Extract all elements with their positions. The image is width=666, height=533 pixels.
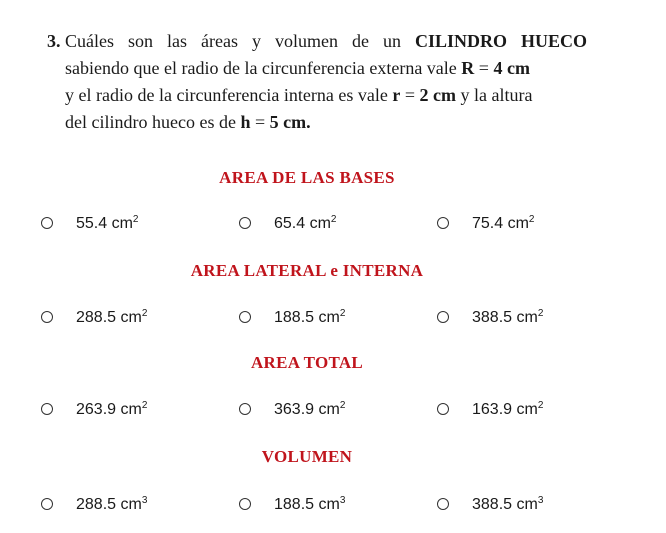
question-segment: del cilindro hueco es de [65,112,241,132]
option-lateral-2[interactable] [239,305,345,329]
question-segment: Cuáles son las áreas y volumen de un [65,31,415,51]
option-row-total [0,397,666,421]
option-total-2[interactable] [239,397,345,421]
question-segment: = [400,85,420,105]
option-row-lateral [0,305,666,329]
radio-button[interactable] [41,403,53,415]
option-bases-2[interactable] [239,211,336,235]
question-line-1 [47,28,587,55]
option-volumen-2[interactable] [239,492,345,516]
option-row-bases [0,211,666,235]
question-segment: = [250,112,270,132]
question-line-3 [47,82,587,109]
question-segment: 4 cm [493,58,530,78]
radio-button[interactable] [41,217,53,229]
question-text [47,28,587,136]
option-label: 188.5 $cm^3$ [274,494,346,513]
option-total-3[interactable] [437,397,543,421]
option-label: 55.4 $cm^2$ [76,213,139,232]
option-label: 388.5 $cm^2$ [472,307,544,326]
option-bases-1[interactable] [41,211,138,235]
option-lateral-3[interactable] [437,305,543,329]
radio-button[interactable] [437,403,449,415]
option-volumen-3[interactable] [437,492,543,516]
question-segment: h [240,112,251,132]
radio-button[interactable] [239,403,251,415]
option-label: 388.5 $cm^3$ [472,494,544,513]
question-line-4 [47,109,587,136]
radio-button[interactable] [437,311,449,323]
radio-button[interactable] [239,498,251,510]
question-segment: 2 cm [419,85,456,105]
radio-button[interactable] [437,498,449,510]
radio-button[interactable] [239,217,251,229]
question-segment: CILINDRO HUECO [414,31,587,51]
question-number: 3. [47,31,61,51]
question-segment: sabiendo que el radio de la circunferencia externa vale [65,58,462,78]
option-lateral-1[interactable] [41,305,147,329]
radio-button[interactable] [239,311,251,323]
option-total-1[interactable] [41,397,147,421]
question-segment: 5 cm. [269,112,311,132]
question-segment: r [392,85,401,105]
section-title-lateral: AREA LATERAL e INTERNA [190,261,424,280]
radio-button[interactable] [41,498,53,510]
section-title-bases: AREA DE LAS BASES [219,168,395,187]
option-label: 263.9 $cm^2$ [76,399,148,418]
radio-button[interactable] [41,311,53,323]
option-row-volumen [0,492,666,516]
option-label: 288.5 $cm^2$ [76,307,148,326]
question-segment: y el radio de la circunferencia interna es vale [65,85,393,105]
radio-button[interactable] [437,217,449,229]
option-label: 288.5 $cm^3$ [76,494,148,513]
option-label: 188.5 $cm^2$ [274,307,346,326]
question-segment: y la altura [455,85,533,105]
option-label: 75.4 $cm^2$ [472,213,535,232]
section-title-volumen: VOLUMEN [261,447,353,466]
option-label: 65.4 $cm^2$ [274,213,337,232]
question-segment: = [474,58,494,78]
option-bases-3[interactable] [437,211,534,235]
question-segment: R [461,58,475,78]
option-volumen-1[interactable] [41,492,147,516]
section-title-total: AREA TOTAL [250,353,364,372]
option-label: 363.9 $cm^2$ [274,399,346,418]
question-line-2 [47,55,587,82]
option-label: 163.9 $cm^2$ [472,399,544,418]
